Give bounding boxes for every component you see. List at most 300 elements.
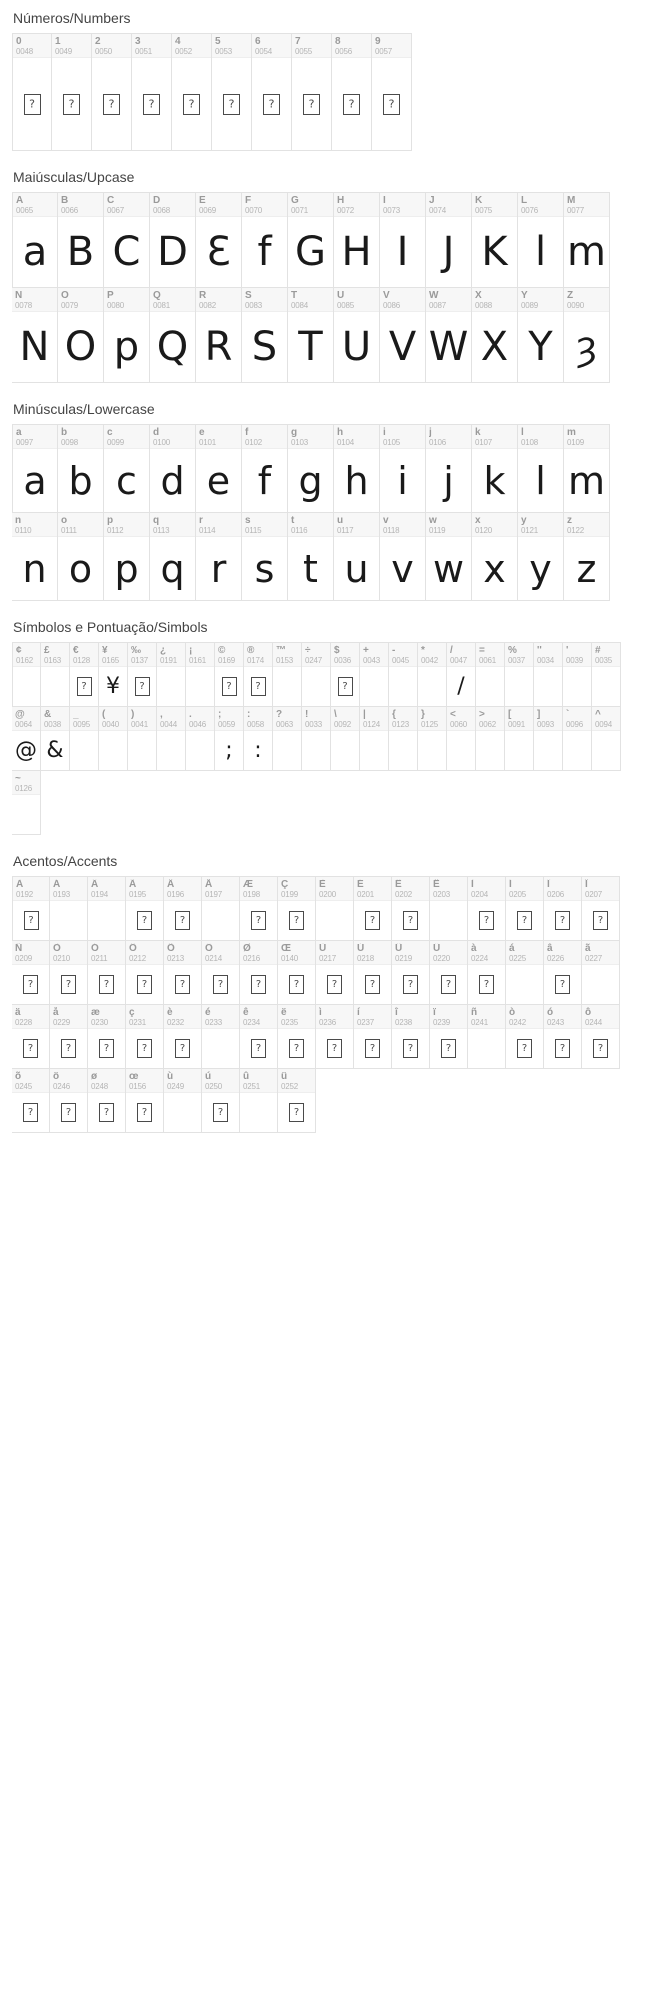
glyph-cell[interactable] <box>150 512 196 601</box>
glyph-cell[interactable] <box>354 1004 392 1069</box>
glyph-code-label: 0077 <box>567 206 584 215</box>
glyph-char-label: õ <box>15 1071 22 1082</box>
glyph-cell[interactable] <box>389 642 418 707</box>
glyph-cell-header <box>50 877 87 901</box>
glyph-cell-header <box>41 707 69 731</box>
missing-glyph-icon <box>175 911 190 930</box>
glyph-cell[interactable] <box>354 876 392 941</box>
glyph-cell[interactable] <box>316 1004 354 1069</box>
glyph-cell[interactable] <box>12 770 41 835</box>
glyph-cell[interactable] <box>202 1068 240 1133</box>
glyph-cell[interactable] <box>252 33 292 151</box>
glyph-cell[interactable] <box>244 706 273 771</box>
glyph-cell[interactable] <box>288 192 334 288</box>
glyph-cell[interactable] <box>70 642 99 707</box>
glyph-cell-header <box>334 425 379 449</box>
glyph-preview: m <box>567 458 606 503</box>
glyph-char-label: m <box>567 427 576 438</box>
glyph-cell-body <box>472 217 517 287</box>
glyph-cell[interactable] <box>534 642 563 707</box>
glyph-char-label: ? <box>276 709 283 720</box>
glyph-char-label: ¢ <box>16 645 22 656</box>
glyph-cell[interactable] <box>430 876 468 941</box>
glyph-cell[interactable] <box>564 287 610 383</box>
glyph-cell[interactable] <box>278 940 316 1005</box>
glyph-cell[interactable] <box>150 192 196 288</box>
glyph-cell[interactable] <box>215 642 244 707</box>
glyph-cell-header <box>70 643 98 667</box>
glyph-char-label: ü <box>281 1071 288 1082</box>
glyph-cell-header <box>476 643 504 667</box>
glyph-code-label: 0214 <box>205 954 222 963</box>
glyph-cell[interactable] <box>418 642 447 707</box>
glyph-char-label: Z <box>567 290 574 301</box>
glyph-code-label: 0162 <box>16 656 33 665</box>
glyph-cell[interactable] <box>472 192 518 288</box>
glyph-char-label: : <box>247 709 251 720</box>
glyph-code-label: 0069 <box>199 206 216 215</box>
glyph-cell[interactable] <box>88 1068 126 1133</box>
glyph-cell-header <box>104 513 149 537</box>
glyph-cell-body <box>426 449 471 512</box>
glyph-cell-body <box>392 1029 429 1068</box>
glyph-cell[interactable] <box>58 287 104 383</box>
glyph-cell[interactable] <box>186 642 215 707</box>
glyph-char-label: W <box>429 290 439 301</box>
glyph-cell[interactable] <box>426 424 472 513</box>
glyph-cell[interactable] <box>563 642 592 707</box>
glyph-cell[interactable] <box>240 940 278 1005</box>
glyph-cell[interactable] <box>212 33 252 151</box>
glyph-code-label: 0115 <box>245 526 262 535</box>
glyph-cell[interactable] <box>12 1004 50 1069</box>
glyph-cell[interactable] <box>278 1004 316 1069</box>
glyph-cell[interactable] <box>240 1068 278 1133</box>
glyph-cell[interactable] <box>278 1068 316 1133</box>
glyph-char-label: 3 <box>135 36 141 47</box>
glyph-cell-header <box>506 877 543 901</box>
missing-glyph-icon <box>77 677 92 696</box>
glyph-cell-body <box>278 1093 315 1132</box>
glyph-cell[interactable] <box>126 1004 164 1069</box>
glyph-cell[interactable] <box>316 876 354 941</box>
glyph-cell[interactable] <box>505 642 534 707</box>
glyph-cell[interactable] <box>316 940 354 1005</box>
missing-glyph-icon <box>517 1039 532 1058</box>
glyph-preview: / <box>457 673 465 699</box>
glyph-cell-header <box>472 193 517 217</box>
glyph-cell-header <box>164 1069 201 1093</box>
glyph-cell[interactable] <box>12 940 50 1005</box>
glyph-cell-header <box>331 707 359 731</box>
glyph-cell-header <box>302 707 330 731</box>
glyph-cell[interactable] <box>70 706 99 771</box>
glyph-cell-header <box>506 941 543 965</box>
glyph-cell[interactable] <box>506 1004 544 1069</box>
glyph-cell-header <box>389 643 417 667</box>
glyph-cell[interactable] <box>288 287 334 383</box>
glyph-cell[interactable] <box>242 512 288 601</box>
glyph-cell[interactable] <box>202 1004 240 1069</box>
glyph-cell-header <box>196 288 241 312</box>
glyph-cell[interactable] <box>505 706 534 771</box>
glyph-cell-header <box>506 1005 543 1029</box>
glyph-cell-body <box>41 731 69 770</box>
glyph-code-label: 0093 <box>537 720 554 729</box>
glyph-cell-header <box>418 643 446 667</box>
glyph-cell[interactable] <box>331 706 360 771</box>
glyph-cell[interactable] <box>392 940 430 1005</box>
glyph-cell[interactable] <box>104 287 150 383</box>
glyph-char-label: U <box>337 290 345 301</box>
glyph-cell[interactable] <box>150 287 196 383</box>
glyph-cell[interactable] <box>392 876 430 941</box>
glyph-cell[interactable] <box>12 512 58 601</box>
glyph-code-label: 0068 <box>153 206 170 215</box>
glyph-cell-header <box>278 941 315 965</box>
glyph-cell-body <box>50 901 87 940</box>
glyph-cell[interactable] <box>518 287 564 383</box>
glyph-code-label: 0083 <box>245 301 262 310</box>
missing-glyph-icon <box>555 1039 570 1058</box>
glyph-code-label: 0058 <box>247 720 264 729</box>
glyph-char-label: \ <box>334 709 337 720</box>
glyph-cell[interactable] <box>430 940 468 1005</box>
missing-glyph-icon <box>251 677 266 696</box>
glyph-cell-body <box>128 667 156 706</box>
glyph-cell[interactable] <box>334 424 380 513</box>
missing-glyph-icon <box>365 911 380 930</box>
glyph-cell[interactable] <box>41 642 70 707</box>
glyph-cell[interactable] <box>88 876 126 941</box>
glyph-cell[interactable] <box>196 512 242 601</box>
glyph-cell[interactable] <box>426 192 472 288</box>
glyph-cell[interactable] <box>564 192 610 288</box>
glyph-cell[interactable] <box>468 1004 506 1069</box>
glyph-char-label: € <box>73 645 79 656</box>
glyph-cell[interactable] <box>564 512 610 601</box>
glyph-code-label: 0080 <box>107 301 124 310</box>
glyph-cell[interactable] <box>52 33 92 151</box>
glyph-cell[interactable] <box>518 512 564 601</box>
glyph-cell-header <box>278 1069 315 1093</box>
glyph-cell[interactable] <box>472 287 518 383</box>
font-specimen-page <box>0 10 661 1133</box>
glyph-cell-body <box>331 731 359 770</box>
glyph-cell[interactable] <box>244 642 273 707</box>
missing-glyph-icon <box>343 94 360 115</box>
glyph-cell[interactable] <box>544 1004 582 1069</box>
glyph-cell[interactable] <box>50 1004 88 1069</box>
glyph-cell[interactable] <box>157 642 186 707</box>
glyph-char-label: œ <box>129 1071 139 1082</box>
glyph-cell-header <box>392 1005 429 1029</box>
glyph-code-label: 0070 <box>245 206 262 215</box>
glyph-cell-body <box>13 667 40 706</box>
glyph-cell[interactable] <box>302 642 331 707</box>
glyph-cell-body <box>392 965 429 1004</box>
glyph-char-label: r <box>199 515 203 526</box>
glyph-cell[interactable] <box>50 1068 88 1133</box>
glyph-cell[interactable] <box>92 33 132 151</box>
glyph-preview: K <box>481 229 508 275</box>
glyph-cell-header <box>592 707 620 731</box>
glyph-cell-body <box>13 217 57 287</box>
glyph-code-label: 0198 <box>243 890 260 899</box>
glyph-cell[interactable] <box>506 876 544 941</box>
glyph-char-label: u <box>337 515 344 526</box>
glyph-cell[interactable] <box>196 424 242 513</box>
glyph-cell[interactable] <box>273 642 302 707</box>
glyph-cell[interactable] <box>518 192 564 288</box>
glyph-cell[interactable] <box>372 33 412 151</box>
glyph-cell[interactable] <box>12 706 41 771</box>
glyph-cell[interactable] <box>582 1004 620 1069</box>
glyph-code-label: 0094 <box>595 720 612 729</box>
glyph-char-label: Í <box>509 879 512 890</box>
glyph-cell[interactable] <box>12 876 50 941</box>
glyph-cell[interactable] <box>592 706 621 771</box>
glyph-cell-header <box>58 193 103 217</box>
glyph-cell-body <box>288 217 333 287</box>
glyph-cell-header <box>472 425 517 449</box>
missing-glyph-icon <box>213 1103 228 1122</box>
glyph-cell[interactable] <box>12 287 58 383</box>
glyph-cell[interactable] <box>334 287 380 383</box>
glyph-cell[interactable] <box>186 706 215 771</box>
glyph-cell-header <box>582 1005 619 1029</box>
glyph-cell[interactable] <box>240 876 278 941</box>
glyph-cell[interactable] <box>468 876 506 941</box>
glyph-preview: T <box>298 324 323 370</box>
glyph-cell-header <box>202 941 239 965</box>
glyph-cell[interactable] <box>292 33 332 151</box>
glyph-cell[interactable] <box>544 940 582 1005</box>
glyph-cell[interactable] <box>380 192 426 288</box>
glyph-cell[interactable] <box>426 287 472 383</box>
glyph-cell[interactable] <box>288 424 334 513</box>
glyph-char-label: ) <box>131 709 135 720</box>
glyph-cell[interactable] <box>202 940 240 1005</box>
glyph-cell[interactable] <box>164 1004 202 1069</box>
glyph-cell[interactable] <box>392 1004 430 1069</box>
glyph-cell-body <box>202 901 239 940</box>
glyph-cell-body <box>13 58 51 150</box>
glyph-preview: x <box>483 546 506 591</box>
glyph-code-label: 0045 <box>392 656 409 665</box>
glyph-char-label: £ <box>44 645 50 656</box>
glyph-cell[interactable] <box>273 706 302 771</box>
glyph-cell[interactable] <box>172 33 212 151</box>
glyph-char-label: 4 <box>175 36 181 47</box>
glyph-cell[interactable] <box>518 424 564 513</box>
glyph-char-label: Æ <box>243 879 253 890</box>
missing-glyph-icon <box>99 975 114 994</box>
glyph-char-label: I <box>383 195 386 206</box>
glyph-cell[interactable] <box>41 706 70 771</box>
glyph-cell[interactable] <box>196 287 242 383</box>
glyph-cell[interactable] <box>288 512 334 601</box>
glyph-cell-body <box>418 731 446 770</box>
glyph-code-label: 0239 <box>433 1018 450 1027</box>
glyph-cell[interactable] <box>164 876 202 941</box>
glyph-cell[interactable] <box>476 706 505 771</box>
glyph-cell[interactable] <box>506 940 544 1005</box>
glyph-cell[interactable] <box>104 512 150 601</box>
section-title: Símbolos e Pontuação/Simbols <box>13 619 208 635</box>
glyph-cell-body <box>12 731 40 770</box>
glyph-cell[interactable] <box>242 424 288 513</box>
glyph-cell[interactable] <box>360 706 389 771</box>
glyph-preview: R <box>204 324 233 370</box>
glyph-cell-header <box>534 643 562 667</box>
glyph-cell[interactable] <box>476 642 505 707</box>
glyph-cell[interactable] <box>334 192 380 288</box>
glyph-char-label: Å <box>205 879 213 890</box>
glyph-cell[interactable] <box>582 940 620 1005</box>
glyph-code-label: 0084 <box>291 301 308 310</box>
glyph-cell[interactable] <box>50 876 88 941</box>
glyph-cell[interactable] <box>468 940 506 1005</box>
glyph-cell-header <box>418 707 446 731</box>
glyph-cell-header <box>13 643 40 667</box>
glyph-cell[interactable] <box>164 1068 202 1133</box>
glyph-cell[interactable] <box>12 1068 50 1133</box>
glyph-code-label: 0193 <box>53 890 70 899</box>
glyph-char-label: å <box>53 1007 59 1018</box>
glyph-code-label: 0235 <box>281 1018 298 1027</box>
glyph-cell-header <box>564 193 609 217</box>
glyph-cell[interactable] <box>278 876 316 941</box>
glyph-cell[interactable] <box>418 706 447 771</box>
glyph-cell-header <box>564 288 609 312</box>
glyph-cell[interactable] <box>126 876 164 941</box>
glyph-cell[interactable] <box>334 512 380 601</box>
glyph-cell[interactable] <box>12 424 58 513</box>
glyph-cell-body <box>150 217 195 287</box>
glyph-cell[interactable] <box>582 876 620 941</box>
glyph-cell[interactable] <box>564 424 610 513</box>
glyph-cell[interactable] <box>332 33 372 151</box>
glyph-cell[interactable] <box>157 706 186 771</box>
missing-glyph-icon <box>103 94 120 115</box>
glyph-cell[interactable] <box>128 642 157 707</box>
glyph-char-label: ^ <box>595 709 601 720</box>
glyph-preview: i <box>397 458 408 503</box>
glyph-cell[interactable] <box>592 642 621 707</box>
glyph-cell[interactable] <box>242 287 288 383</box>
glyph-char-label: © <box>218 645 226 656</box>
glyph-cell[interactable] <box>126 940 164 1005</box>
glyph-cell-body <box>126 1093 163 1132</box>
glyph-code-label: 0116 <box>291 526 308 535</box>
glyph-cell-header <box>447 643 475 667</box>
glyph-cell[interactable] <box>430 1004 468 1069</box>
glyph-cell-header <box>126 1005 163 1029</box>
glyph-char-label: ¿ <box>160 645 167 656</box>
glyph-char-label: Ê <box>395 879 402 890</box>
glyph-cell[interactable] <box>380 512 426 601</box>
glyph-cell[interactable] <box>426 512 472 601</box>
glyph-cell[interactable] <box>472 512 518 601</box>
glyph-char-label: p <box>107 515 114 526</box>
glyph-char-label: 7 <box>295 36 301 47</box>
glyph-cell[interactable] <box>128 706 157 771</box>
glyph-code-label: 0100 <box>153 438 170 447</box>
glyph-cell[interactable] <box>132 33 172 151</box>
glyph-cell[interactable] <box>12 33 52 151</box>
glyph-cell-body <box>252 58 291 150</box>
glyph-char-label: ; <box>218 709 222 720</box>
glyph-cell[interactable] <box>354 940 392 1005</box>
glyph-cell-header <box>505 643 533 667</box>
glyph-code-label: 0079 <box>61 301 78 310</box>
glyph-cell-body <box>389 667 417 706</box>
glyph-cell[interactable] <box>242 192 288 288</box>
glyph-cell[interactable] <box>196 192 242 288</box>
glyph-cell[interactable] <box>563 706 592 771</box>
glyph-cell[interactable] <box>99 706 128 771</box>
glyph-cell[interactable] <box>215 706 244 771</box>
glyph-cell[interactable] <box>164 940 202 1005</box>
glyph-cell[interactable] <box>447 706 476 771</box>
glyph-cell[interactable] <box>380 424 426 513</box>
missing-glyph-icon <box>593 1039 608 1058</box>
glyph-cell[interactable] <box>447 642 476 707</box>
glyph-cell[interactable] <box>88 1004 126 1069</box>
glyph-cell[interactable] <box>544 876 582 941</box>
glyph-char-label: À <box>16 879 24 890</box>
glyph-cell-header <box>212 34 251 58</box>
glyph-char-label: ï <box>433 1007 436 1018</box>
glyph-code-label: 0140 <box>281 954 298 963</box>
glyph-cell-header <box>316 941 353 965</box>
glyph-cell[interactable] <box>302 706 331 771</box>
glyph-cell-header <box>430 1005 467 1029</box>
glyph-cell[interactable] <box>58 424 104 513</box>
glyph-cell-header <box>240 1005 277 1029</box>
glyph-cell[interactable] <box>534 706 563 771</box>
glyph-cell[interactable] <box>202 876 240 941</box>
glyph-cell[interactable] <box>88 940 126 1005</box>
glyph-cell[interactable] <box>360 642 389 707</box>
glyph-cell[interactable] <box>389 706 418 771</box>
glyph-cell[interactable] <box>50 940 88 1005</box>
glyph-cell-header <box>564 513 609 537</box>
glyph-cell[interactable] <box>331 642 360 707</box>
glyph-cell[interactable] <box>12 192 58 288</box>
glyph-cell[interactable] <box>240 1004 278 1069</box>
glyph-cell[interactable] <box>12 642 41 707</box>
glyph-cell[interactable] <box>380 287 426 383</box>
glyph-code-label: 0204 <box>471 890 488 899</box>
glyph-code-label: 0101 <box>199 438 216 447</box>
glyph-cell-header <box>58 513 103 537</box>
glyph-cell-header <box>104 425 149 449</box>
glyph-cell[interactable] <box>58 192 104 288</box>
glyph-cell[interactable] <box>99 642 128 707</box>
glyph-cell-header <box>278 877 315 901</box>
glyph-cell[interactable] <box>104 192 150 288</box>
section-upcase <box>0 169 661 383</box>
glyph-cell[interactable] <box>104 424 150 513</box>
glyph-cell[interactable] <box>58 512 104 601</box>
glyph-cell[interactable] <box>150 424 196 513</box>
glyph-cell-header <box>534 707 562 731</box>
glyph-cell-body <box>215 667 243 706</box>
glyph-cell[interactable] <box>126 1068 164 1133</box>
glyph-cell[interactable] <box>472 424 518 513</box>
